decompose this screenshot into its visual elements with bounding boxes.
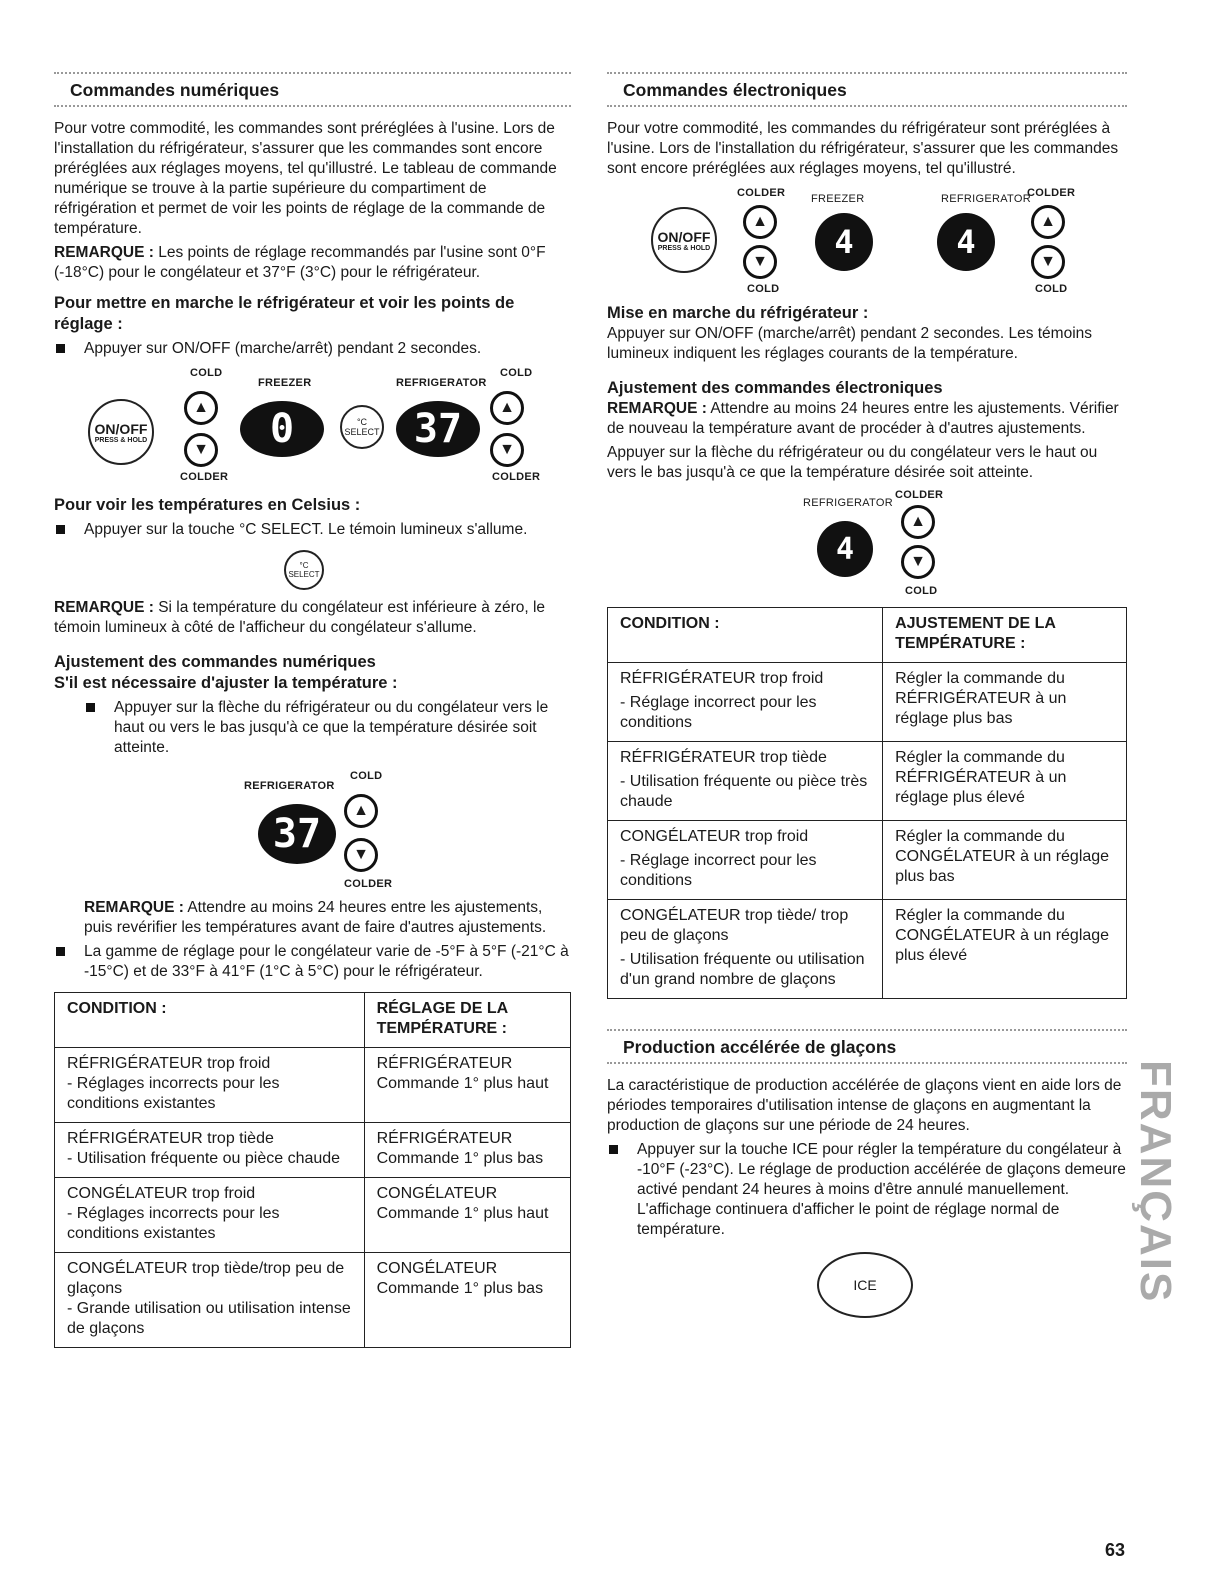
adjustment-table: CONDITION : RÉGLAGE DE LA TEMPÉRATURE : RÉFRIGÉRATEUR trop froid - Réglages incorrects pour les conditions existantes RÉFRIGÉRATEUR Commande 1° plus haut RÉFRIGÉRATEUR trop tiède - Utilisation fréquente ou pièce chaude RÉFRIGÉRATEUR Commande 1° plus bas CONGÉLATEUR trop froid - Réglages incorrects pour les conditions existantes CONGÉLATEUR Commande 1° plus haut CONGÉLATEUR trop tiède/trop peu de glaçons - Grande utilisation ou utilisation intense de glaçons CONGÉLATEUR Commande 1° plus bas	[54, 992, 571, 1348]
remark: REMARQUE : Les points de réglage recommandés par l'usine sont 0°F (-18°C) pour le congélateur et 37°F (3°C) pour le réfrigérateur.	[54, 244, 546, 281]
right-column	[607, 72, 1127, 1332]
remark: REMARQUE : Si la température du congélateur est inférieure à zéro, le témoin lumineux à côté de l'afficheur du congélateur s'allume.	[54, 599, 546, 636]
section-title: Production accélérée de glaçons	[607, 1029, 1127, 1064]
subheading: Ajustement des commandes électroniques	[607, 379, 943, 397]
bullet: La gamme de réglage pour le congélateur varie de -5°F à 5°F (-21°C à -15°C) et de 33°F à 41°F (1°C à 5°C) pour le réfrigérateur.	[54, 942, 571, 982]
paragraph: Appuyer sur ON/OFF (marche/arrêt) pendant 2 secondes. Les témoins lumineux indiquent les réglages courants de la température.	[607, 325, 1093, 362]
subheading: S'il est nécessaire d'ajuster la température :	[54, 674, 398, 692]
freezer-display: 4	[815, 213, 873, 271]
down-arrow-icon[interactable]: ▼	[344, 838, 378, 872]
remark: REMARQUE : Attendre au moins 24 heures entre les ajustements, puis revérifier les températures avant de faire d'autres ajustements.	[84, 899, 547, 936]
freezer-down-arrow-icon[interactable]: ▼	[743, 245, 777, 279]
bullet: Appuyer sur la flèche du réfrigérateur ou du congélateur vers le haut ou vers le bas jusqu'à ce que la température désirée soit atteinte.	[54, 698, 571, 758]
subheading: Pour voir les températures en Celsius :	[54, 496, 361, 514]
refrigerator-display: 4	[817, 521, 873, 577]
intro-text: Pour votre commodité, les commandes du réfrigérateur sont préréglées à l'usine. Lors de l'installation du réfrigérateur, s'assurer que les commandes sont encore préréglées aux réglages moyens, tel qu'illustré.	[607, 120, 1119, 177]
refrigerator-display: 37	[396, 401, 480, 457]
on-off-button[interactable]: ON/OFF PRESS & HOLD	[651, 207, 717, 273]
left-column	[54, 72, 571, 1348]
freezer-down-arrow-icon[interactable]: ▼	[184, 433, 218, 467]
language-tab: FRANÇAIS	[1131, 1060, 1180, 1304]
subheading: Ajustement des commandes numériques	[54, 653, 376, 671]
freezer-up-arrow-icon[interactable]: ▲	[743, 205, 777, 239]
remark: REMARQUE : Attendre au moins 24 heures entre les ajustements. Vérifier de nouveau la température avant de procéder à d'autres ajustements.	[607, 400, 1119, 437]
subheading: Pour mettre en marche le réfrigérateur et voir les points de réglage :	[54, 294, 515, 333]
subheading: Mise en marche du réfrigérateur :	[607, 304, 869, 322]
bullet: Appuyer sur ON/OFF (marche/arrêt) pendant 2 secondes.	[54, 339, 571, 359]
refrigerator-down-arrow-icon[interactable]: ▼	[490, 433, 524, 467]
refrigerator-down-arrow-icon[interactable]: ▼	[1031, 245, 1065, 279]
on-off-button[interactable]: ON/OFF PRESS & HOLD	[88, 399, 154, 465]
refrigerator-control: REFRIGERATOR COLD 37 ▲ ▼ COLDER	[244, 770, 393, 890]
freezer-display: 0	[240, 401, 324, 457]
refrigerator-up-arrow-icon[interactable]: ▲	[1031, 205, 1065, 239]
refrigerator-display: 37	[258, 804, 336, 864]
down-arrow-icon[interactable]: ▼	[901, 545, 935, 579]
refrigerator-up-arrow-icon[interactable]: ▲	[490, 391, 524, 425]
intro-text: Pour votre commodité, les commandes sont préréglées à l'usine. Lors de l'installation du réfrigérateur, s'assurer que les commandes sont encore préréglées aux réglages moyens, tel qu'illustré. Le tableau de commande numérique se trouve à la partie supérieure du compartiment de réfrigération et permet de voir les points de réglage de la commande de température.	[54, 120, 557, 237]
intro-text: La caractéristique de production accélérée de glaçons vient en aide lors de périodes temporaires d'utilisation intense de glaçons en augmentant la production de glaçons sur une période de 24 heures.	[607, 1077, 1122, 1134]
freezer-up-arrow-icon[interactable]: ▲	[184, 391, 218, 425]
refrigerator-display: 4	[937, 213, 995, 271]
up-arrow-icon[interactable]: ▲	[901, 505, 935, 539]
up-arrow-icon[interactable]: ▲	[344, 794, 378, 828]
paragraph: Appuyer sur la flèche du réfrigérateur ou du congélateur vers le haut ou vers le bas jusqu'à ce que la température désirée soit atteinte.	[607, 444, 1098, 481]
electronic-control-panel: COLDER FREEZER REFRIGERATOR COLDER ON/OFF PRESS & HOLD ▲ ▼ 4 4 ▲ ▼ COLD COLD	[607, 185, 1127, 297]
digital-control-panel: COLD FREEZER REFRIGERATOR COLD ON/OFF PRESS & HOLD ▲ ▼ 0 °C SELECT 37 ▲ ▼ COLDER COLDER	[54, 365, 571, 485]
refrigerator-control: REFRIGERATOR COLDER 4 ▲ ▼ COLD	[803, 489, 944, 597]
celsius-select-button[interactable]: °C SELECT	[340, 405, 384, 449]
adjustment-table: CONDITION : AJUSTEMENT DE LA TEMPÉRATURE : RÉFRIGÉRATEUR trop froid - Réglage incorrect pour les conditions Régler la commande du RÉFRIGÉRATEUR à un réglage plus bas RÉFRIGÉRATEUR trop tiède - Utilisation fréquente ou pièce très chaude Régler la commande du RÉFRIGÉRATEUR à un réglage plus élevé CONGÉLATEUR trop froid - Réglage incorrect pour les conditions Régler la commande du CONGÉLATEUR à un réglage plus bas CONGÉLATEUR trop tiède/ trop peu de glaçons - Utilisation fréquente ou utilisation d'un grand nombre de glaçons Régler la commande du CONGÉLATEUR à un réglage plus élevé	[607, 607, 1127, 999]
page-number: 63	[1104, 1540, 1125, 1560]
bullet: Appuyer sur la touche ICE pour régler la température du congélateur à -10°F (-23°C). Le réglage de production accélérée de glaçons demeure activé pendant 24 heures à moins d'être annulé manuellement. L'affichage continuera d'afficher le point de réglage normal de température.	[607, 1140, 1127, 1240]
section-title: Commandes électroniques	[607, 72, 1127, 107]
celsius-select-button[interactable]: °C SELECT	[284, 550, 324, 590]
ice-button[interactable]: ICE	[817, 1252, 913, 1318]
bullet: Appuyer sur la touche °C SELECT. Le témoin lumineux s'allume.	[54, 520, 571, 540]
section-title: Commandes numériques	[54, 72, 571, 107]
